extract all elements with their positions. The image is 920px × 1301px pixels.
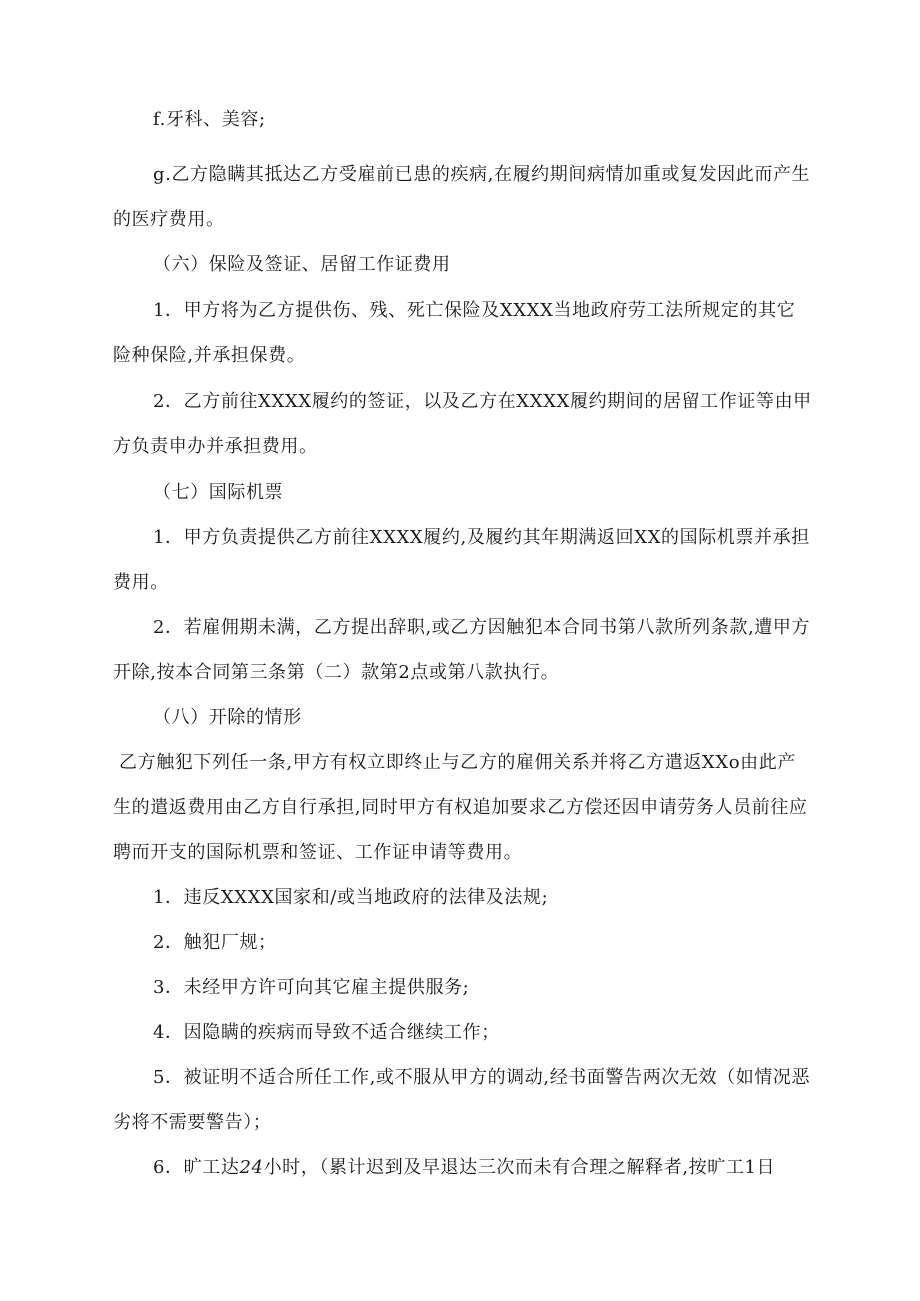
list-item: 2．触犯厂规； bbox=[153, 932, 277, 953]
list-item: 3．未经甲方许可向其它雇主提供服务; bbox=[153, 977, 470, 998]
list-item: 1．甲方负责提供乙方前往XXXX履约,及履约其年期满返回XX的国际机票并承担费用。 bbox=[113, 527, 810, 593]
list-item: 2．若雇佣期未满，乙方提出辞职,或乙方因触犯本合同书第八款所列条款,遭甲方开除,按本合同第三条第（二）款第2点或第八款执行。 bbox=[113, 617, 811, 683]
section-heading-7: （七）国际机票 bbox=[153, 482, 284, 503]
section-heading-6: （六）保险及签证、居留工作证费用 bbox=[153, 254, 451, 275]
paragraph-f: f.牙科、美容; bbox=[153, 109, 266, 130]
list-item bbox=[113, 1145, 813, 1190]
list-item: 4．因隐瞒的疾病而导致不适合继续工作； bbox=[153, 1022, 500, 1043]
section-heading-8: （八）开除的情形 bbox=[153, 707, 302, 728]
list-item-text: 6．旷工达 bbox=[153, 1157, 240, 1178]
list-item: 1．甲方将为乙方提供伤、残、死亡保险及XXXX当地政府劳工法所规定的其它险种保险,并承担保费。 bbox=[113, 300, 796, 366]
list-item: 1．违反XXXX国家和/或当地政府的法律及法规; bbox=[153, 887, 549, 908]
list-item-text: 小时，（累计迟到及早退达三次而未有合理之解释者,按旷工1日 bbox=[263, 1157, 776, 1178]
list-item: 2．乙方前往XXXX履约的签证，以及乙方在XXXX履约期间的居留工作证等由甲方负责申办并承担费用。 bbox=[113, 391, 812, 457]
list-item-number: 24 bbox=[239, 1157, 264, 1178]
list-item: 5．被证明不适合所任工作,或不服从甲方的调动,经书面警告两次无效（如情况恶劣将不需要警告）； bbox=[113, 1067, 811, 1133]
paragraph-dismissal: 乙方触犯下列任一条,甲方有权立即终止与乙方的雇佣关系并将乙方遣返XXo由此产生的遣返费用由乙方自行承担,同时甲方有权追加要求乙方偿还因申请劳务人员前往应聘而开支的国际机票和签证、工作证申请等费用。 bbox=[113, 752, 808, 863]
paragraph-g: g.乙方隐瞒其抵达乙方受雇前已患的疾病,在履约期间病情加重或复发因此而产生的医疗费用。 bbox=[113, 164, 811, 230]
